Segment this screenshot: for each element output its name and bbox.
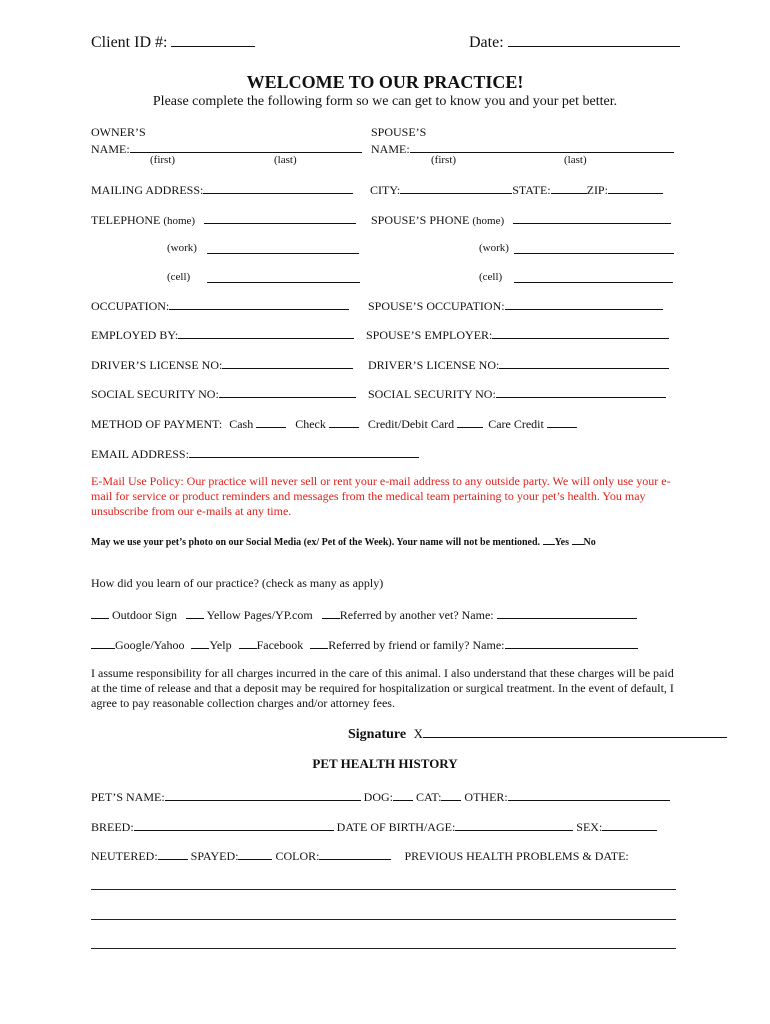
payment-care-credit-label: Care Credit: [488, 417, 544, 431]
dob-label: DATE OF BIRTH/AGE:: [336, 820, 456, 834]
dob-field[interactable]: [455, 818, 573, 831]
other-label: OTHER:: [464, 790, 508, 804]
social-no-field[interactable]: [572, 534, 584, 545]
spouse-home-phone-field[interactable]: [513, 211, 671, 224]
referral-question: How did you learn of our practice? (check as many as apply): [91, 576, 384, 590]
health-problems-line-2[interactable]: [91, 919, 676, 920]
drivers-license-label: DRIVER’S LICENSE NO:: [91, 358, 223, 372]
page-title: WELCOME TO OUR PRACTICE!: [246, 72, 524, 92]
spouse-name-field[interactable]: [410, 140, 674, 153]
employed-by-label: EMPLOYED BY:: [91, 328, 179, 342]
payment-row: [91, 415, 577, 432]
cell-hint: (cell): [167, 271, 191, 283]
cell-phone-field[interactable]: [207, 270, 360, 283]
spouse-ssn-field[interactable]: [496, 385, 666, 398]
social-media-row: [91, 534, 596, 548]
outdoor-sign-check[interactable]: [91, 606, 109, 619]
state-field[interactable]: [551, 181, 587, 194]
color-field[interactable]: [319, 847, 391, 860]
payment-check-label: Check: [295, 417, 326, 431]
social-media-question: May we use your pet’s photo on our Social Media (ex/ Pet of the Week). Your name will not be mentioned.: [91, 537, 541, 548]
signature-mark: X: [413, 726, 423, 741]
city-row: [370, 181, 663, 198]
occupation-field[interactable]: [169, 297, 349, 310]
dog-field[interactable]: [393, 788, 413, 801]
spayed-field[interactable]: [238, 847, 272, 860]
referred-vet-name-field[interactable]: [497, 606, 637, 619]
dog-label: DOG:: [363, 790, 394, 804]
yellow-pages-label: Yellow Pages/YP.com: [206, 608, 313, 622]
drivers-license-field[interactable]: [222, 356, 353, 369]
google-label: Google/Yahoo: [115, 638, 185, 652]
spouse-work-hint: (work): [479, 242, 509, 254]
spouse-home-hint: (home): [472, 215, 505, 227]
payment-cash-label: Cash: [229, 417, 254, 431]
email-row: [91, 445, 419, 462]
email-field[interactable]: [189, 445, 419, 458]
signature-field[interactable]: [423, 724, 727, 738]
yelp-label: Yelp: [209, 638, 232, 652]
mailing-address-row: [91, 181, 353, 198]
ssn-label: SOCIAL SECURITY NO:: [91, 387, 219, 401]
client-id-row: [91, 34, 255, 52]
sex-field[interactable]: [602, 818, 657, 831]
social-no-label: No: [583, 537, 596, 548]
spouse-occupation-label: SPOUSE’S OCCUPATION:: [368, 299, 505, 313]
pet-name-field[interactable]: [165, 788, 361, 801]
ssn-row: [91, 385, 356, 402]
signature-label: Signature: [348, 727, 407, 742]
owner-last-hint: (last): [274, 154, 297, 166]
yellow-pages-check[interactable]: [186, 606, 204, 619]
email-label: EMAIL ADDRESS:: [91, 447, 189, 461]
referred-friend-check[interactable]: [310, 636, 328, 649]
spouse-phone-label: SPOUSE’S PHONE: [371, 213, 470, 227]
client-id-field[interactable]: [171, 34, 255, 47]
signature-row: [348, 724, 727, 743]
referred-friend-label: Referred by friend or family? Name:: [328, 638, 505, 652]
spouse-name-label: NAME:: [371, 142, 410, 156]
payment-cash-field[interactable]: [256, 415, 286, 428]
occupation-label: OCCUPATION:: [91, 299, 170, 313]
employed-by-field[interactable]: [178, 326, 354, 339]
outdoor-sign-label: Outdoor Sign: [112, 608, 178, 622]
breed-field[interactable]: [134, 818, 334, 831]
health-problems-label: PREVIOUS HEALTH PROBLEMS & DATE:: [404, 849, 629, 863]
state-label: STATE:: [512, 183, 551, 197]
payment-label: METHOD OF PAYMENT:: [91, 417, 223, 431]
spouse-ssn-label: SOCIAL SECURITY NO:: [368, 387, 496, 401]
spouse-drivers-license-row: [368, 356, 669, 373]
spouse-occupation-field[interactable]: [505, 297, 663, 310]
breed-label: BREED:: [91, 820, 134, 834]
pet-health-heading: PET HEALTH HISTORY: [312, 756, 458, 771]
telephone-label: TELEPHONE: [91, 213, 161, 227]
owners-label: OWNER’S: [91, 125, 146, 139]
payment-credit-field[interactable]: [457, 415, 483, 428]
ssn-field[interactable]: [219, 385, 356, 398]
city-label: CITY:: [370, 183, 401, 197]
city-field[interactable]: [400, 181, 512, 194]
drivers-license-row: [91, 356, 353, 373]
referred-friend-name-field[interactable]: [505, 636, 638, 649]
facebook-check[interactable]: [239, 636, 257, 649]
cat-label: CAT:: [416, 790, 442, 804]
spouse-drivers-license-field[interactable]: [499, 356, 669, 369]
color-label: COLOR:: [275, 849, 320, 863]
spouse-name-row: [371, 140, 674, 157]
zip-label: ZIP:: [586, 183, 608, 197]
client-id-label: Client ID #:: [91, 34, 168, 51]
payment-check-field[interactable]: [329, 415, 359, 428]
employed-by-row: [91, 326, 354, 343]
sex-label: SEX:: [576, 820, 603, 834]
spouse-work-phone-field[interactable]: [514, 241, 674, 254]
spouse-first-hint: (first): [431, 154, 457, 166]
email-policy: E-Mail Use Policy: Our practice will never sell or rent your e-mail address to any outside party. We will only use your e-mail for service or product reminders and messages from the medical team pertaining to your pet’s health. You may unsubscribe from our e-mails at any time.: [91, 474, 671, 518]
payment-care-credit-field[interactable]: [547, 415, 577, 428]
pet-name-row: [91, 788, 670, 805]
neutered-label: NEUTERED:: [91, 849, 158, 863]
owner-first-hint: (first): [150, 154, 176, 166]
date-row: [469, 34, 680, 52]
other-field[interactable]: [508, 788, 670, 801]
referred-vet-check[interactable]: [322, 606, 340, 619]
social-yes-label: Yes: [554, 537, 570, 548]
spouse-ssn-row: [368, 385, 666, 402]
breed-row: [91, 818, 657, 835]
cat-field[interactable]: [441, 788, 461, 801]
page-subtitle: Please complete the following form so we can get to know you and your pet better.: [152, 94, 618, 109]
referral-row-2: [91, 636, 638, 653]
spouse-employer-label: SPOUSE’S EMPLOYER:: [366, 328, 493, 342]
owner-name-label: NAME:: [91, 142, 130, 156]
mailing-address-label: MAILING ADDRESS:: [91, 183, 204, 197]
yelp-check[interactable]: [191, 636, 209, 649]
facebook-label: Facebook: [256, 638, 304, 652]
health-problems-line-1[interactable]: [91, 889, 676, 890]
work-phone-field[interactable]: [207, 241, 359, 254]
spouse-last-hint: (last): [564, 154, 587, 166]
spouse-employer-row: [366, 326, 669, 343]
spouse-cell-phone-field[interactable]: [514, 270, 673, 283]
owner-name-row: [91, 140, 362, 157]
spouse-drivers-license-label: DRIVER’S LICENSE NO:: [368, 358, 500, 372]
payment-credit-label: Credit/Debit Card: [367, 417, 455, 431]
telephone-row: [91, 211, 356, 228]
referral-row-1: [91, 606, 637, 623]
referred-vet-label: Referred by another vet? Name:: [339, 608, 494, 622]
occupation-row: [91, 297, 349, 314]
spouse-employer-field[interactable]: [492, 326, 669, 339]
neutered-field[interactable]: [158, 847, 188, 860]
date-field[interactable]: [508, 34, 680, 47]
spayed-label: SPAYED:: [190, 849, 239, 863]
mailing-address-field[interactable]: [203, 181, 353, 194]
work-hint: (work): [167, 242, 197, 254]
spouses-label: SPOUSE’S: [371, 125, 427, 139]
home-hint: (home): [163, 215, 196, 227]
spouse-occupation-row: [368, 297, 663, 314]
pet-name-label: PET’S NAME:: [91, 790, 165, 804]
owner-name-field[interactable]: [130, 140, 362, 153]
responsibility-statement: I assume responsibility for all charges incurred in the care of this animal. I also understand that these charges will be paid at the time of release and that a deposit may be required for hospitalization or surgical treatment. In the event of default, I agree to pay reasonable collection charges and/or attorney fees.: [91, 666, 674, 710]
health-problems-line-3[interactable]: [91, 948, 676, 949]
zip-field[interactable]: [608, 181, 663, 194]
neutered-row: [91, 847, 629, 864]
spouse-cell-hint: (cell): [479, 271, 503, 283]
home-phone-field[interactable]: [204, 211, 356, 224]
google-check[interactable]: [91, 636, 115, 649]
date-label: Date:: [469, 34, 504, 51]
spouse-phone-row: [371, 211, 671, 228]
social-yes-field[interactable]: [543, 534, 555, 545]
